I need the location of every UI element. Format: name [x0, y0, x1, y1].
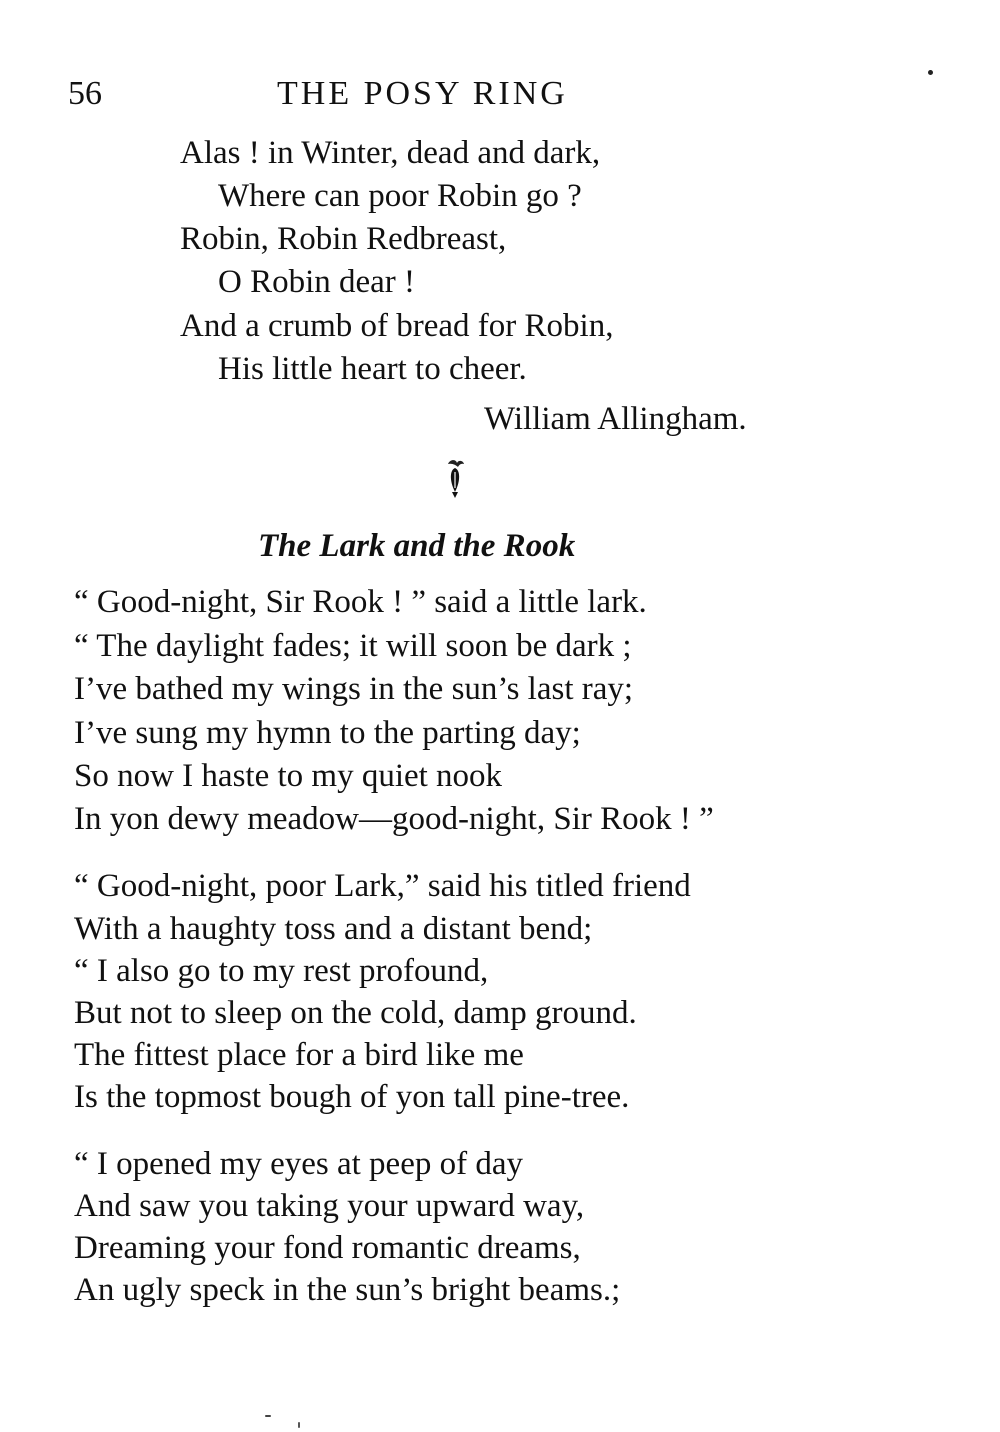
- poem-line: Is the topmost bough of yon tall pine-tree.: [74, 1079, 630, 1115]
- page-number: 56: [68, 75, 102, 112]
- poem-line: But not to sleep on the cold, damp ground.: [74, 995, 637, 1031]
- poem-author: William Allingham.: [484, 401, 747, 437]
- poem-line: “ I also go to my rest profound,: [74, 953, 489, 989]
- poem-line: Robin, Robin Redbreast,: [180, 221, 507, 257]
- poem-line: “ Good-night, Sir Rook ! ” said a little lark.: [74, 584, 647, 620]
- speck-mark: [298, 1422, 300, 1428]
- poem-line: Alas ! in Winter, dead and dark,: [180, 135, 601, 171]
- poem-line: “ The daylight fades; it will soon be dark ;: [74, 628, 632, 664]
- poem-line: An ugly speck in the sun’s bright beams.;: [74, 1272, 621, 1308]
- poem-line: His little heart to cheer.: [218, 351, 527, 387]
- poem-line: With a haughty toss and a distant bend;: [74, 911, 593, 947]
- fleuron-icon: [440, 458, 470, 500]
- poem-line: So now I haste to my quiet nook: [74, 758, 503, 794]
- poem-title: The Lark and the Rook: [258, 528, 576, 564]
- poem-line: In yon dewy meadow—good-night, Sir Rook ! ”: [74, 801, 714, 837]
- poem-line: And a crumb of bread for Robin,: [180, 308, 614, 344]
- poem-line: Dreaming your fond romantic dreams,: [74, 1230, 581, 1266]
- poem-line: O Robin dear !: [218, 264, 416, 300]
- poem-line: The fittest place for a bird like me: [74, 1037, 524, 1073]
- poem-line: “ I opened my eyes at peep of day: [74, 1146, 523, 1182]
- poem-line: “ Good-night, poor Lark,” said his titled friend: [74, 868, 691, 904]
- speck-mark: [265, 1415, 271, 1417]
- running-head-title: THE POSY RING: [277, 75, 568, 112]
- speck-mark: [928, 70, 933, 75]
- poem-line: I’ve bathed my wings in the sun’s last ray;: [74, 671, 634, 707]
- poem-line: I’ve sung my hymn to the parting day;: [74, 715, 581, 751]
- poem-line: And saw you taking your upward way,: [74, 1188, 585, 1224]
- poem-line: Where can poor Robin go ?: [218, 178, 582, 214]
